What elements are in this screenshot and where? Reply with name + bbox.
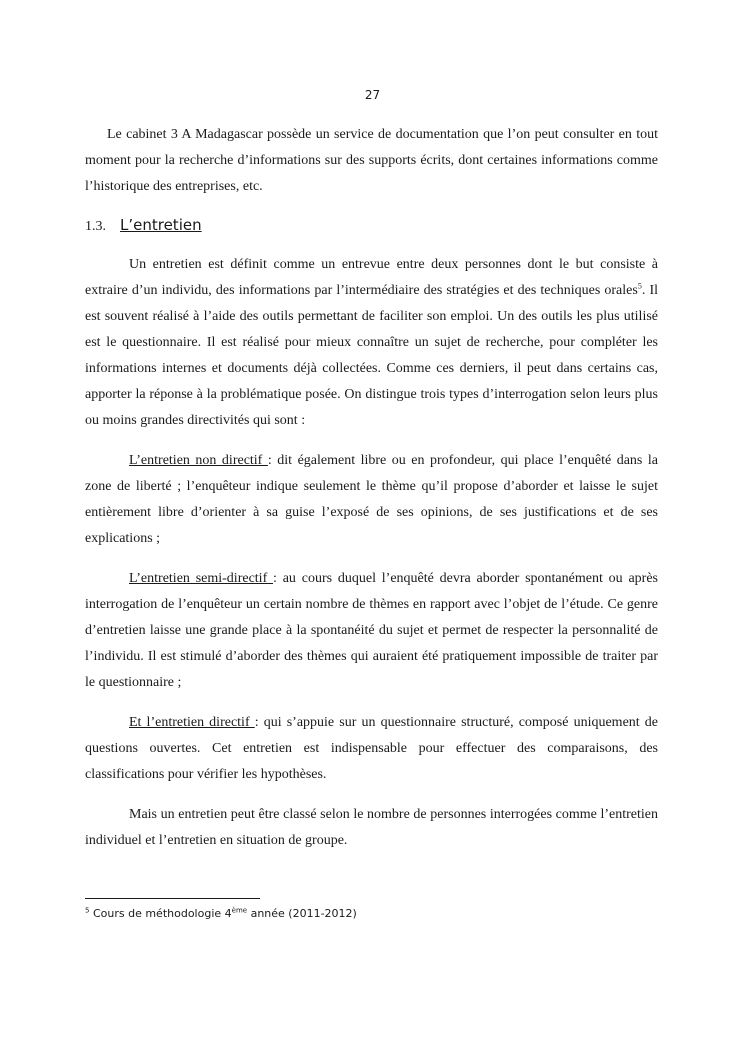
footnote-reference: 5 — [637, 281, 642, 291]
footnote-text-end: année (2011-2012) — [247, 907, 357, 920]
interview-type-description: : au cours duquel l’enquêté devra aborder spontanément ou après interrogation de l’enquêteur un certain nombre de thèmes en rapport avec l’objet de l’étude. Ce genre d’entretien laisse une grande place à la spontanéité du sujet et permet de respecter la personnalité de l’individu. Il est stimulé d’aborder des thèmes qui auraient été pratiquement impossible de traiter par le questionnaire ; — [85, 571, 658, 690]
section-title: L’entretien — [120, 216, 202, 234]
footnote — [85, 906, 645, 922]
definition-paragraph — [85, 252, 658, 434]
definition-text: Un entretien est définit comme un entrevue entre deux personnes dont le but consiste à extraire d’un individu, des informations par l’intermédiaire des stratégies et des techniques orales — [85, 257, 658, 298]
interview-type-term: L’entretien non directif — [129, 453, 268, 468]
intro-paragraph: Le cabinet 3 A Madagascar possède un service de documentation que l’on peut consulter en tout moment pour la recherche d’informations sur des supports écrits, dont certaines informations comme l’historique des entreprises, etc. — [85, 127, 658, 194]
page-number: 27 — [364, 88, 381, 102]
interview-type-description: : qui s’appuie sur un questionnaire structuré, composé uniquement de questions ouvertes. Cet entretien est indispensable pour effectuer des comparaisons, des classifications pour vérifier les hypothèses. — [85, 715, 658, 782]
footnote-superscript: ème — [231, 906, 248, 915]
footnote-text: Cours de méthodologie 4 — [89, 907, 232, 920]
footnote-separator — [85, 898, 260, 899]
page-body — [85, 122, 658, 854]
interview-type-directif — [85, 710, 658, 788]
interview-type-description: : dit également libre ou en profondeur, qui place l’enquêté dans la zone de liberté ; l’enquêteur indique seulement le thème qu’il propose d’aborder et laisse le sujet entièrement libre d’orienter à sa guise l’exposé de ses opinions, de ses justifications et de ses explications ; — [85, 453, 658, 546]
section-number: 1.3. — [85, 219, 106, 234]
interview-type-semi-directif — [85, 566, 658, 696]
closing-paragraph: Mais un entretien peut être classé selon le nombre de personnes interrogées comme l’entretien individuel et l’entretien en situation de groupe. — [85, 807, 658, 848]
section-heading — [85, 212, 658, 238]
interview-type-term: Et l’entretien directif — [129, 715, 255, 730]
interview-type-non-directif — [85, 448, 658, 552]
footnote-marker: 5 — [85, 906, 90, 915]
definition-text-continued: . Il est souvent réalisé à l’aide des outils permettant de faciliter son emploi. Un des outils les plus utilisé est le questionnaire. Il est réalisé pour mieux connaître un sujet de recherche, pour compléter les informations internes et documents déjà collectées. Comme ces derniers, il peut dans certains cas, apporter la réponse à la problématique posée. On distingue trois types d’interrogation selon leurs plus ou moins grandes directivités qui sont : — [85, 283, 658, 428]
interview-type-term: L’entretien semi-directif — [129, 571, 274, 586]
